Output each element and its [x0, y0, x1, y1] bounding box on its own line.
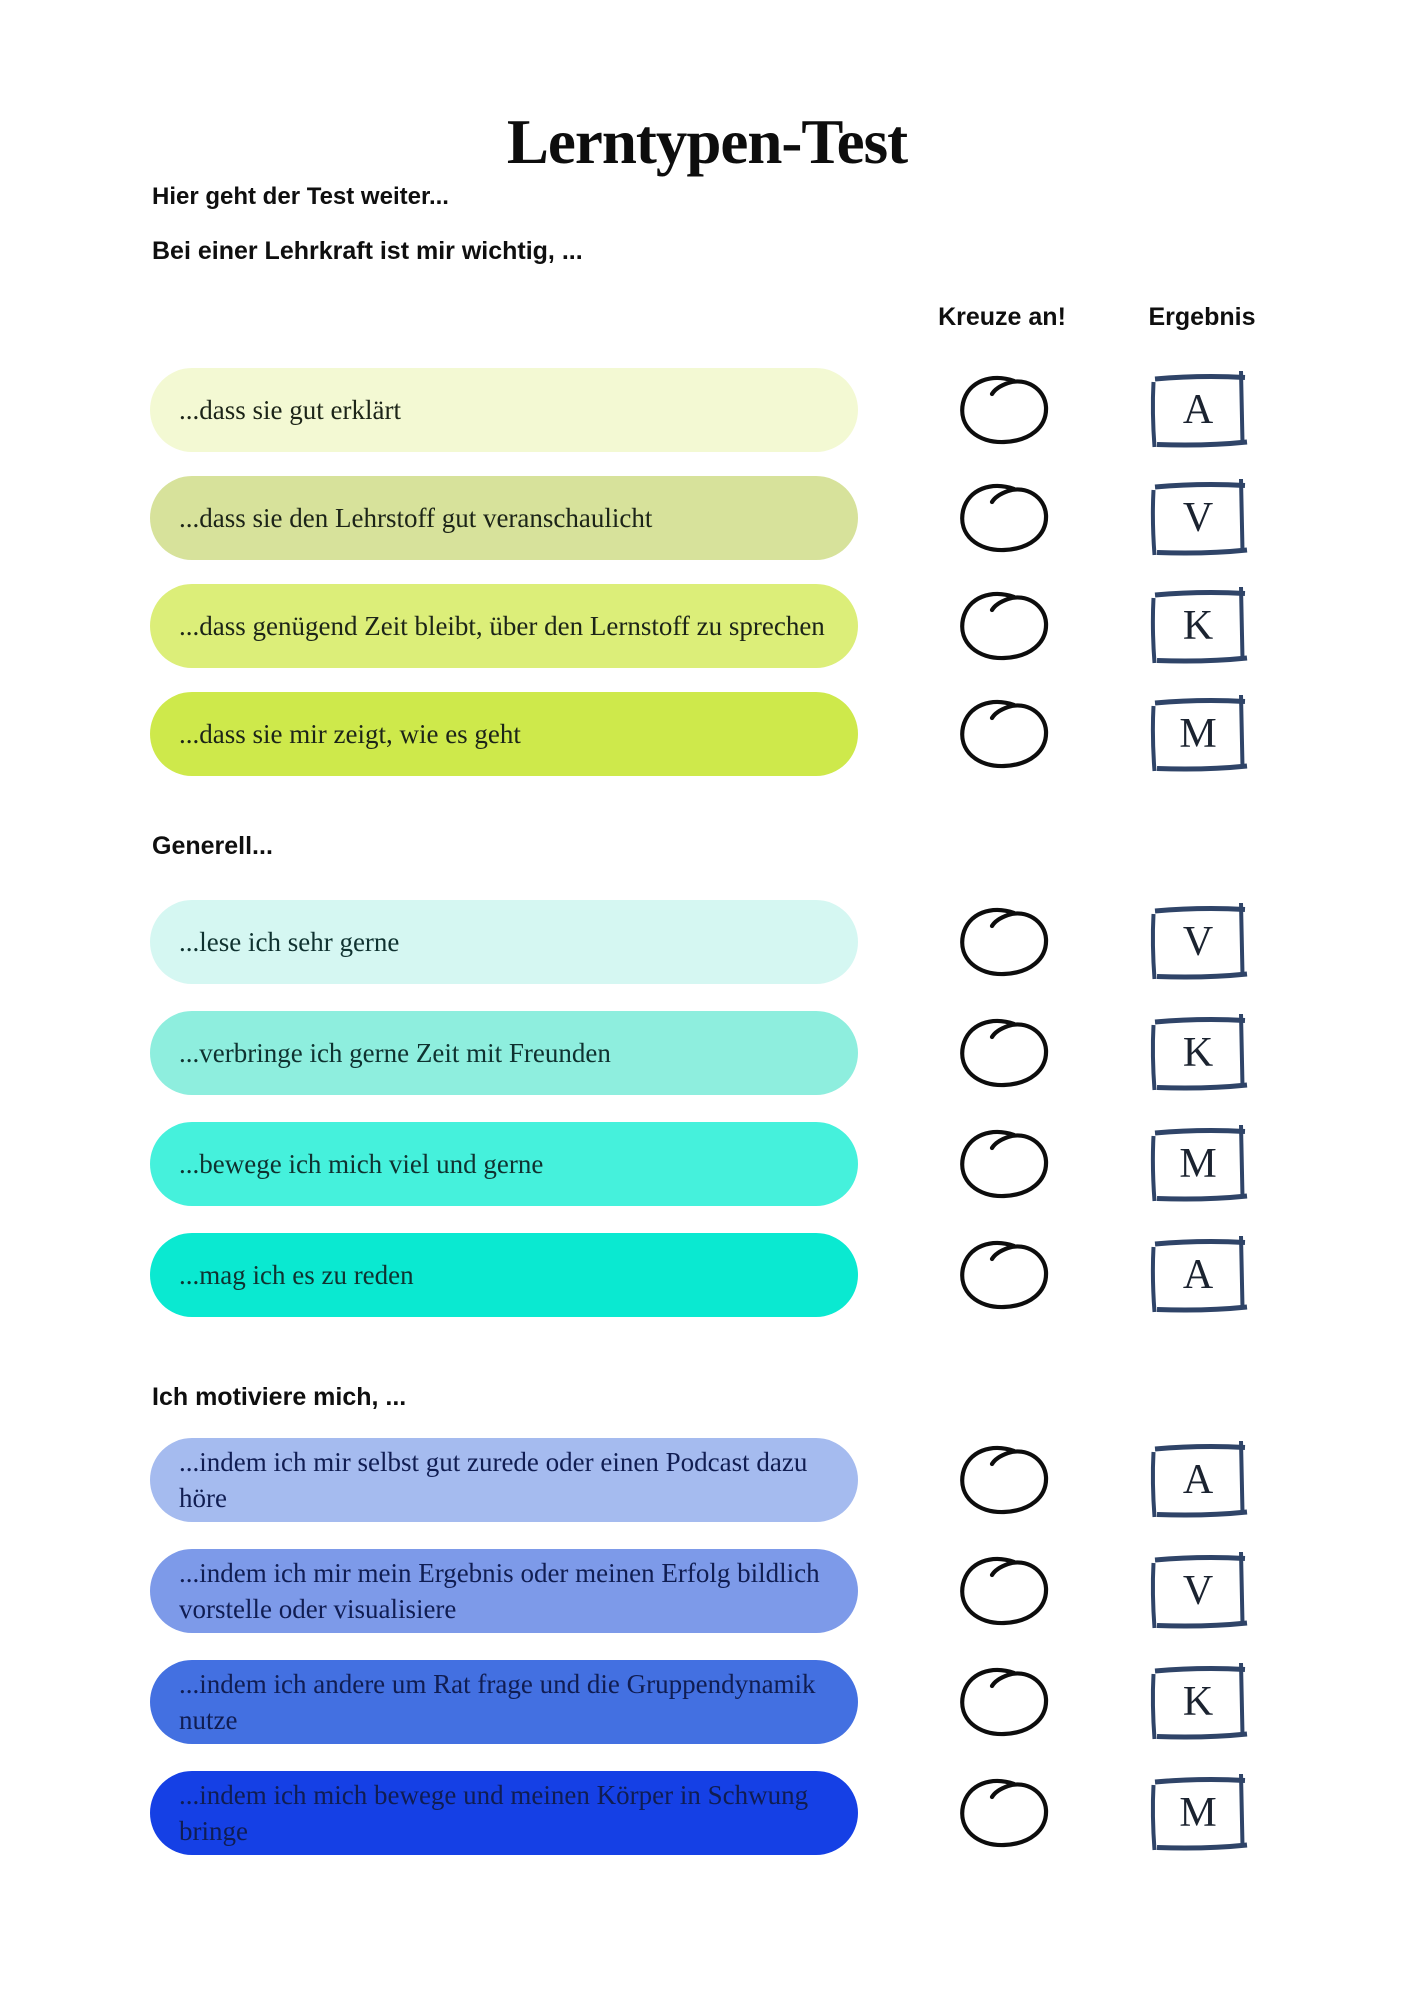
- answer-circle-icon[interactable]: [954, 903, 1050, 981]
- statement-pill: [150, 692, 858, 776]
- result-box[interactable]: [1146, 1772, 1250, 1854]
- section-header-lehrkraft: Bei einer Lehrkraft ist mir wichtig, ...: [152, 237, 583, 265]
- statement-pill: [150, 1549, 858, 1633]
- answer-circle-icon[interactable]: [954, 371, 1050, 449]
- statement-text: ...dass sie mir zeigt, wie es geht: [179, 719, 521, 749]
- result-box[interactable]: [1146, 1012, 1250, 1094]
- statement-text: ...verbringe ich gerne Zeit mit Freunden: [179, 1038, 611, 1068]
- result-box[interactable]: [1146, 1234, 1250, 1316]
- statement-text: ...indem ich mir selbst gut zurede oder einen Podcast dazu höre: [179, 1447, 808, 1513]
- test-row: [150, 1011, 1258, 1095]
- test-row: [150, 1438, 1258, 1522]
- test-row: [150, 1660, 1258, 1744]
- statement-pill: [150, 1122, 858, 1206]
- answer-cell: [858, 1014, 1146, 1092]
- result-letter: A: [1182, 1457, 1214, 1503]
- statement-pill: [150, 476, 858, 560]
- section-rows-lehrkraft: [150, 368, 1258, 800]
- column-header-kreuze-an: Kreuze an!: [938, 303, 1066, 331]
- statement-text: ...bewege ich mich viel und gerne: [179, 1149, 544, 1179]
- test-row: [150, 476, 1258, 560]
- section-rows-generell: [150, 900, 1258, 1344]
- answer-cell: [858, 479, 1146, 557]
- test-row: [150, 900, 1258, 984]
- answer-cell: [858, 1125, 1146, 1203]
- answer-cell: [858, 903, 1146, 981]
- answer-cell: [858, 695, 1146, 773]
- answer-circle-icon[interactable]: [954, 1663, 1050, 1741]
- answer-circle-icon[interactable]: [954, 1441, 1050, 1519]
- statement-pill: [150, 1233, 858, 1317]
- section-header-motivation: Ich motiviere mich, ...: [152, 1383, 407, 1411]
- result-box[interactable]: [1146, 585, 1250, 667]
- result-letter: K: [1182, 603, 1214, 649]
- statement-pill: [150, 900, 858, 984]
- statement-text: ...lese ich sehr gerne: [179, 927, 400, 957]
- answer-cell: [858, 1552, 1146, 1630]
- statement-text: ...dass sie den Lehrstoff gut veranschaulicht: [179, 503, 653, 533]
- test-row: [150, 1233, 1258, 1317]
- statement-pill: [150, 1438, 858, 1522]
- answer-cell: [858, 1441, 1146, 1519]
- result-letter: M: [1179, 1141, 1217, 1187]
- answer-circle-icon[interactable]: [954, 1774, 1050, 1852]
- statement-text: ...indem ich andere um Rat frage und die Gruppendynamik nutze: [179, 1669, 816, 1735]
- result-letter: A: [1182, 1252, 1214, 1298]
- result-letter: A: [1182, 387, 1214, 433]
- test-row: [150, 1549, 1258, 1633]
- page-title: Lerntypen-Test: [506, 107, 908, 177]
- result-letter: K: [1182, 1030, 1214, 1076]
- statement-text: ...dass sie gut erklärt: [179, 395, 401, 425]
- answer-cell: [858, 1774, 1146, 1852]
- answer-circle-icon[interactable]: [954, 1125, 1050, 1203]
- statement-pill: [150, 1771, 858, 1855]
- answer-cell: [858, 371, 1146, 449]
- test-row: [150, 1771, 1258, 1855]
- result-box[interactable]: [1146, 1661, 1250, 1743]
- statement-text: ...indem ich mich bewege und meinen Körper in Schwung bringe: [179, 1780, 809, 1846]
- result-box[interactable]: [1146, 1123, 1250, 1205]
- statement-pill: [150, 1011, 858, 1095]
- answer-circle-icon[interactable]: [954, 695, 1050, 773]
- result-box[interactable]: [1146, 369, 1250, 451]
- answer-cell: [858, 587, 1146, 665]
- statement-text: ...dass genügend Zeit bleibt, über den Lernstoff zu sprechen: [179, 611, 825, 641]
- result-letter: K: [1182, 1679, 1214, 1725]
- answer-circle-icon[interactable]: [954, 587, 1050, 665]
- result-box[interactable]: [1146, 1439, 1250, 1521]
- result-letter: V: [1182, 495, 1214, 541]
- answer-cell: [858, 1663, 1146, 1741]
- answer-circle-icon[interactable]: [954, 1014, 1050, 1092]
- answer-circle-icon[interactable]: [954, 479, 1050, 557]
- statement-pill: [150, 584, 858, 668]
- section-header-generell: Generell...: [152, 832, 273, 860]
- test-row: [150, 584, 1258, 668]
- test-row: [150, 368, 1258, 452]
- statement-pill: [150, 368, 858, 452]
- answer-circle-icon[interactable]: [954, 1552, 1050, 1630]
- result-box[interactable]: [1146, 477, 1250, 559]
- statement-text: ...indem ich mir mein Ergebnis oder meinen Erfolg bildlich vorstelle oder visualisiere: [179, 1558, 820, 1624]
- result-letter: V: [1182, 1568, 1214, 1614]
- result-box[interactable]: [1146, 1550, 1250, 1632]
- intro-text: Hier geht der Test weiter...: [152, 183, 449, 210]
- result-letter: V: [1182, 919, 1214, 965]
- result-box[interactable]: [1146, 901, 1250, 983]
- column-header-ergebnis: Ergebnis: [1148, 303, 1256, 331]
- section-rows-motivation: [150, 1438, 1258, 1882]
- result-box[interactable]: [1146, 693, 1250, 775]
- result-letter: M: [1179, 711, 1217, 757]
- statement-pill: [150, 1660, 858, 1744]
- result-letter: M: [1179, 1790, 1217, 1836]
- answer-circle-icon[interactable]: [954, 1236, 1050, 1314]
- test-row: [150, 1122, 1258, 1206]
- statement-text: ...mag ich es zu reden: [179, 1260, 414, 1290]
- test-row: [150, 692, 1258, 776]
- answer-cell: [858, 1236, 1146, 1314]
